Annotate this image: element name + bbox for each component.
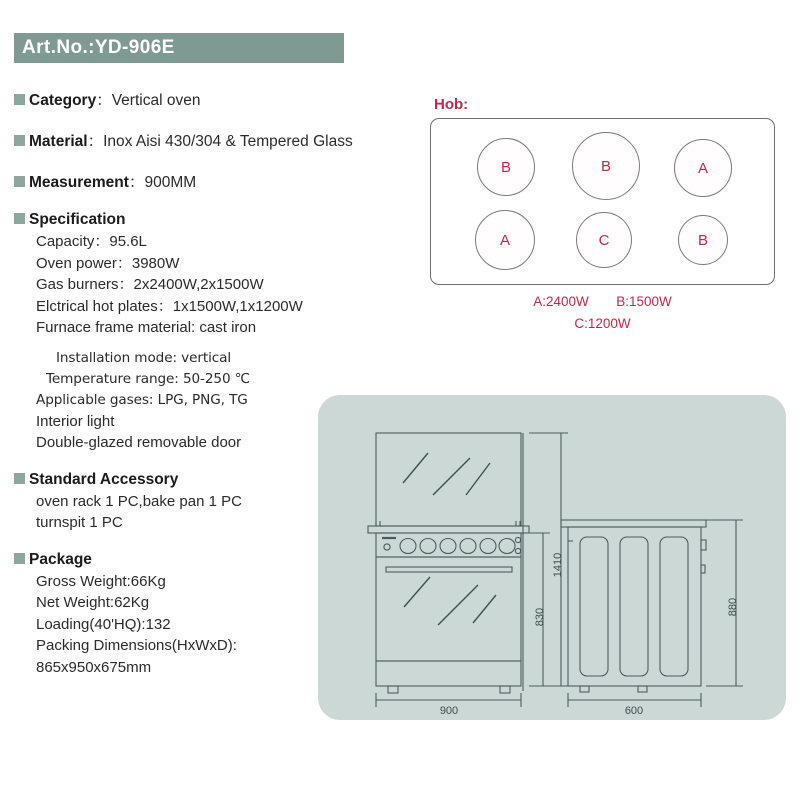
category-separator: ： <box>96 92 112 109</box>
bullet-square-icon <box>14 94 25 105</box>
hob-burner <box>475 210 535 270</box>
hob-burner-label: B <box>500 158 511 176</box>
hob-panel <box>430 118 775 285</box>
accessory-label: Standard Accessory <box>29 470 179 488</box>
hob-title: Hob: <box>434 96 469 113</box>
measurement-value: 900MM <box>144 174 197 191</box>
specification-line: Double-glazed removable door <box>36 434 242 451</box>
hob-burner-label: B <box>600 157 611 175</box>
hob-burner <box>576 212 632 268</box>
drawings-svg <box>318 395 786 720</box>
package-line: Gross Weight:66Kg <box>36 572 166 590</box>
package-line: Packing Dimensions(HxWxD): <box>36 637 237 654</box>
specification-line: Furnace frame material: cast iron <box>36 319 257 336</box>
accessory-line: turnspit 1 PC <box>36 514 123 531</box>
material-separator: ： <box>87 133 104 150</box>
hob-burner <box>674 139 732 197</box>
accessory-line: oven rack 1 PC,bake pan 1 PC <box>36 492 242 510</box>
spec-row-material <box>14 129 434 151</box>
hob-section <box>430 96 780 331</box>
specification-line: Installation mode: vertical <box>56 349 232 366</box>
package-line: 865x950x675mm <box>36 658 152 676</box>
specification-line: Oven power：3980W <box>36 254 180 272</box>
front-width-dimension: 900 <box>439 705 459 717</box>
specification-line: Temperature range: 50-250 ℃ <box>46 370 250 387</box>
art-no-text: Art.No.:YD-906E <box>22 37 175 58</box>
technical-drawings-panel <box>318 395 786 720</box>
material-value: Inox Aisi 430/304 & Tempered Glass <box>103 133 353 150</box>
specification-line: Applicable gases: LPG, PNG, TG <box>36 391 248 408</box>
hob-burner-label: B <box>697 231 708 249</box>
package-label: Package <box>29 550 92 568</box>
specification-line: Capacity：95.6L <box>36 233 147 250</box>
specification-line: Elctrical hot plates：1x1500W,1x1200W <box>36 297 303 315</box>
hob-burner-label: C <box>598 231 610 249</box>
side-view-drawing <box>561 520 743 707</box>
spec-row-category <box>14 88 434 110</box>
side-height-dimension: 880 <box>727 597 739 617</box>
side-depth-dimension: 600 <box>624 705 644 717</box>
hob-burner-label: A <box>499 231 510 249</box>
front-view-drawing <box>368 433 568 707</box>
hob-legend-c: C:1200W <box>574 316 631 331</box>
hob-legend-b: B:1500W <box>616 294 672 309</box>
spec-row-specification <box>14 211 434 229</box>
front-hob-height-dimension: 830 <box>534 607 546 627</box>
specification-line: Interior light <box>36 412 115 430</box>
package-line: Loading(40'HQ):132 <box>36 615 171 633</box>
bullet-square-icon <box>14 473 25 484</box>
bullet-square-icon <box>14 176 25 187</box>
hob-burner <box>572 132 640 200</box>
hob-burner <box>678 215 728 265</box>
hob-legend-a: A:2400W <box>533 294 589 309</box>
bullet-square-icon <box>14 553 25 564</box>
category-value: Vertical oven <box>111 92 201 109</box>
specification-label: Specification <box>29 211 126 228</box>
material-label: Material <box>29 133 88 150</box>
spec-row-measurement <box>14 170 434 192</box>
bullet-square-icon <box>14 135 25 146</box>
bullet-square-icon <box>14 213 25 224</box>
art-no-banner <box>14 33 344 63</box>
specification-line: Gas burners：2x2400W,2x1500W <box>36 276 264 293</box>
category-label: Category <box>29 92 97 109</box>
hob-burner <box>477 138 535 196</box>
measurement-separator: ： <box>128 174 145 191</box>
front-total-height-dimension: 1410 <box>552 552 564 578</box>
package-line: Net Weight:62Kg <box>36 594 150 611</box>
measurement-label: Measurement <box>29 174 129 191</box>
hob-legend <box>430 294 775 331</box>
hob-burner-label: A <box>697 159 708 177</box>
